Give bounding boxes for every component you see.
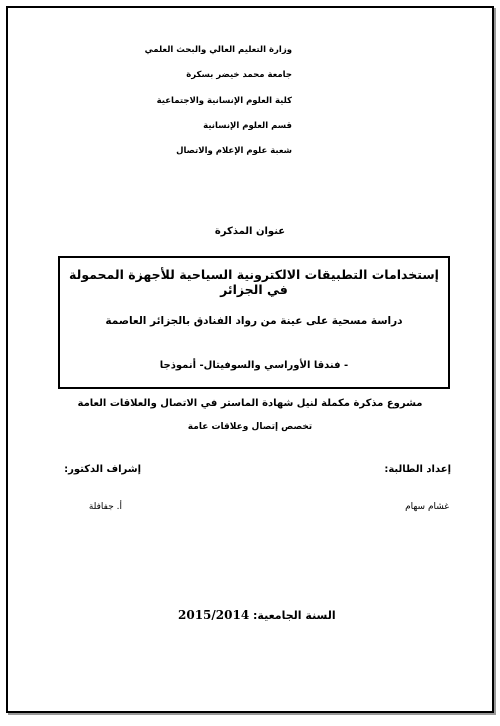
department-name: قسم العلوم الإنسانية: [203, 121, 292, 131]
academic-year-value: 2015/2014: [178, 608, 250, 622]
document-page: [6, 6, 494, 713]
branch-name: شعبة علوم الإعلام والاتصال: [176, 146, 292, 156]
title-box: [58, 256, 450, 389]
main-title: إستخدامات التطبيقات الالكترونية السياحية للأجهزة المحمولة في الجزائر: [69, 267, 439, 297]
memo-title-label: عنوان المذكرة: [214, 226, 286, 237]
faculty-name: كلية العلوم الإنسانية والاجتماعية: [156, 96, 292, 106]
ministry-name: وزارة التعليم العالي والبحث العلمي: [144, 45, 292, 55]
academic-year: [178, 608, 336, 622]
supervisor-name: أ. جفافلة: [88, 502, 122, 512]
project-description: مشروع مذكرة مكملة لنيل شهادة الماستر في الاتصال والعلاقات العامة: [77, 398, 423, 409]
academic-year-label: السنة الجامعية:: [253, 609, 336, 622]
specialty: تخصص إتصال وعلاقات عامة: [187, 422, 313, 432]
supervisor-label: إشراف الدكتور:: [64, 464, 141, 475]
subtitle: دراسة مسحية على عينة من رواد الفنادق بالجزائر العاصمة: [105, 315, 403, 327]
student-name: غشام سهام: [405, 502, 449, 512]
university-name: جامعة محمد خيضر بسكرة: [186, 70, 292, 80]
case-model: - فندقا الأوراسي والسوفيتال- أنموذجا: [159, 360, 349, 371]
student-label: إعداد الطالبة:: [384, 464, 451, 475]
